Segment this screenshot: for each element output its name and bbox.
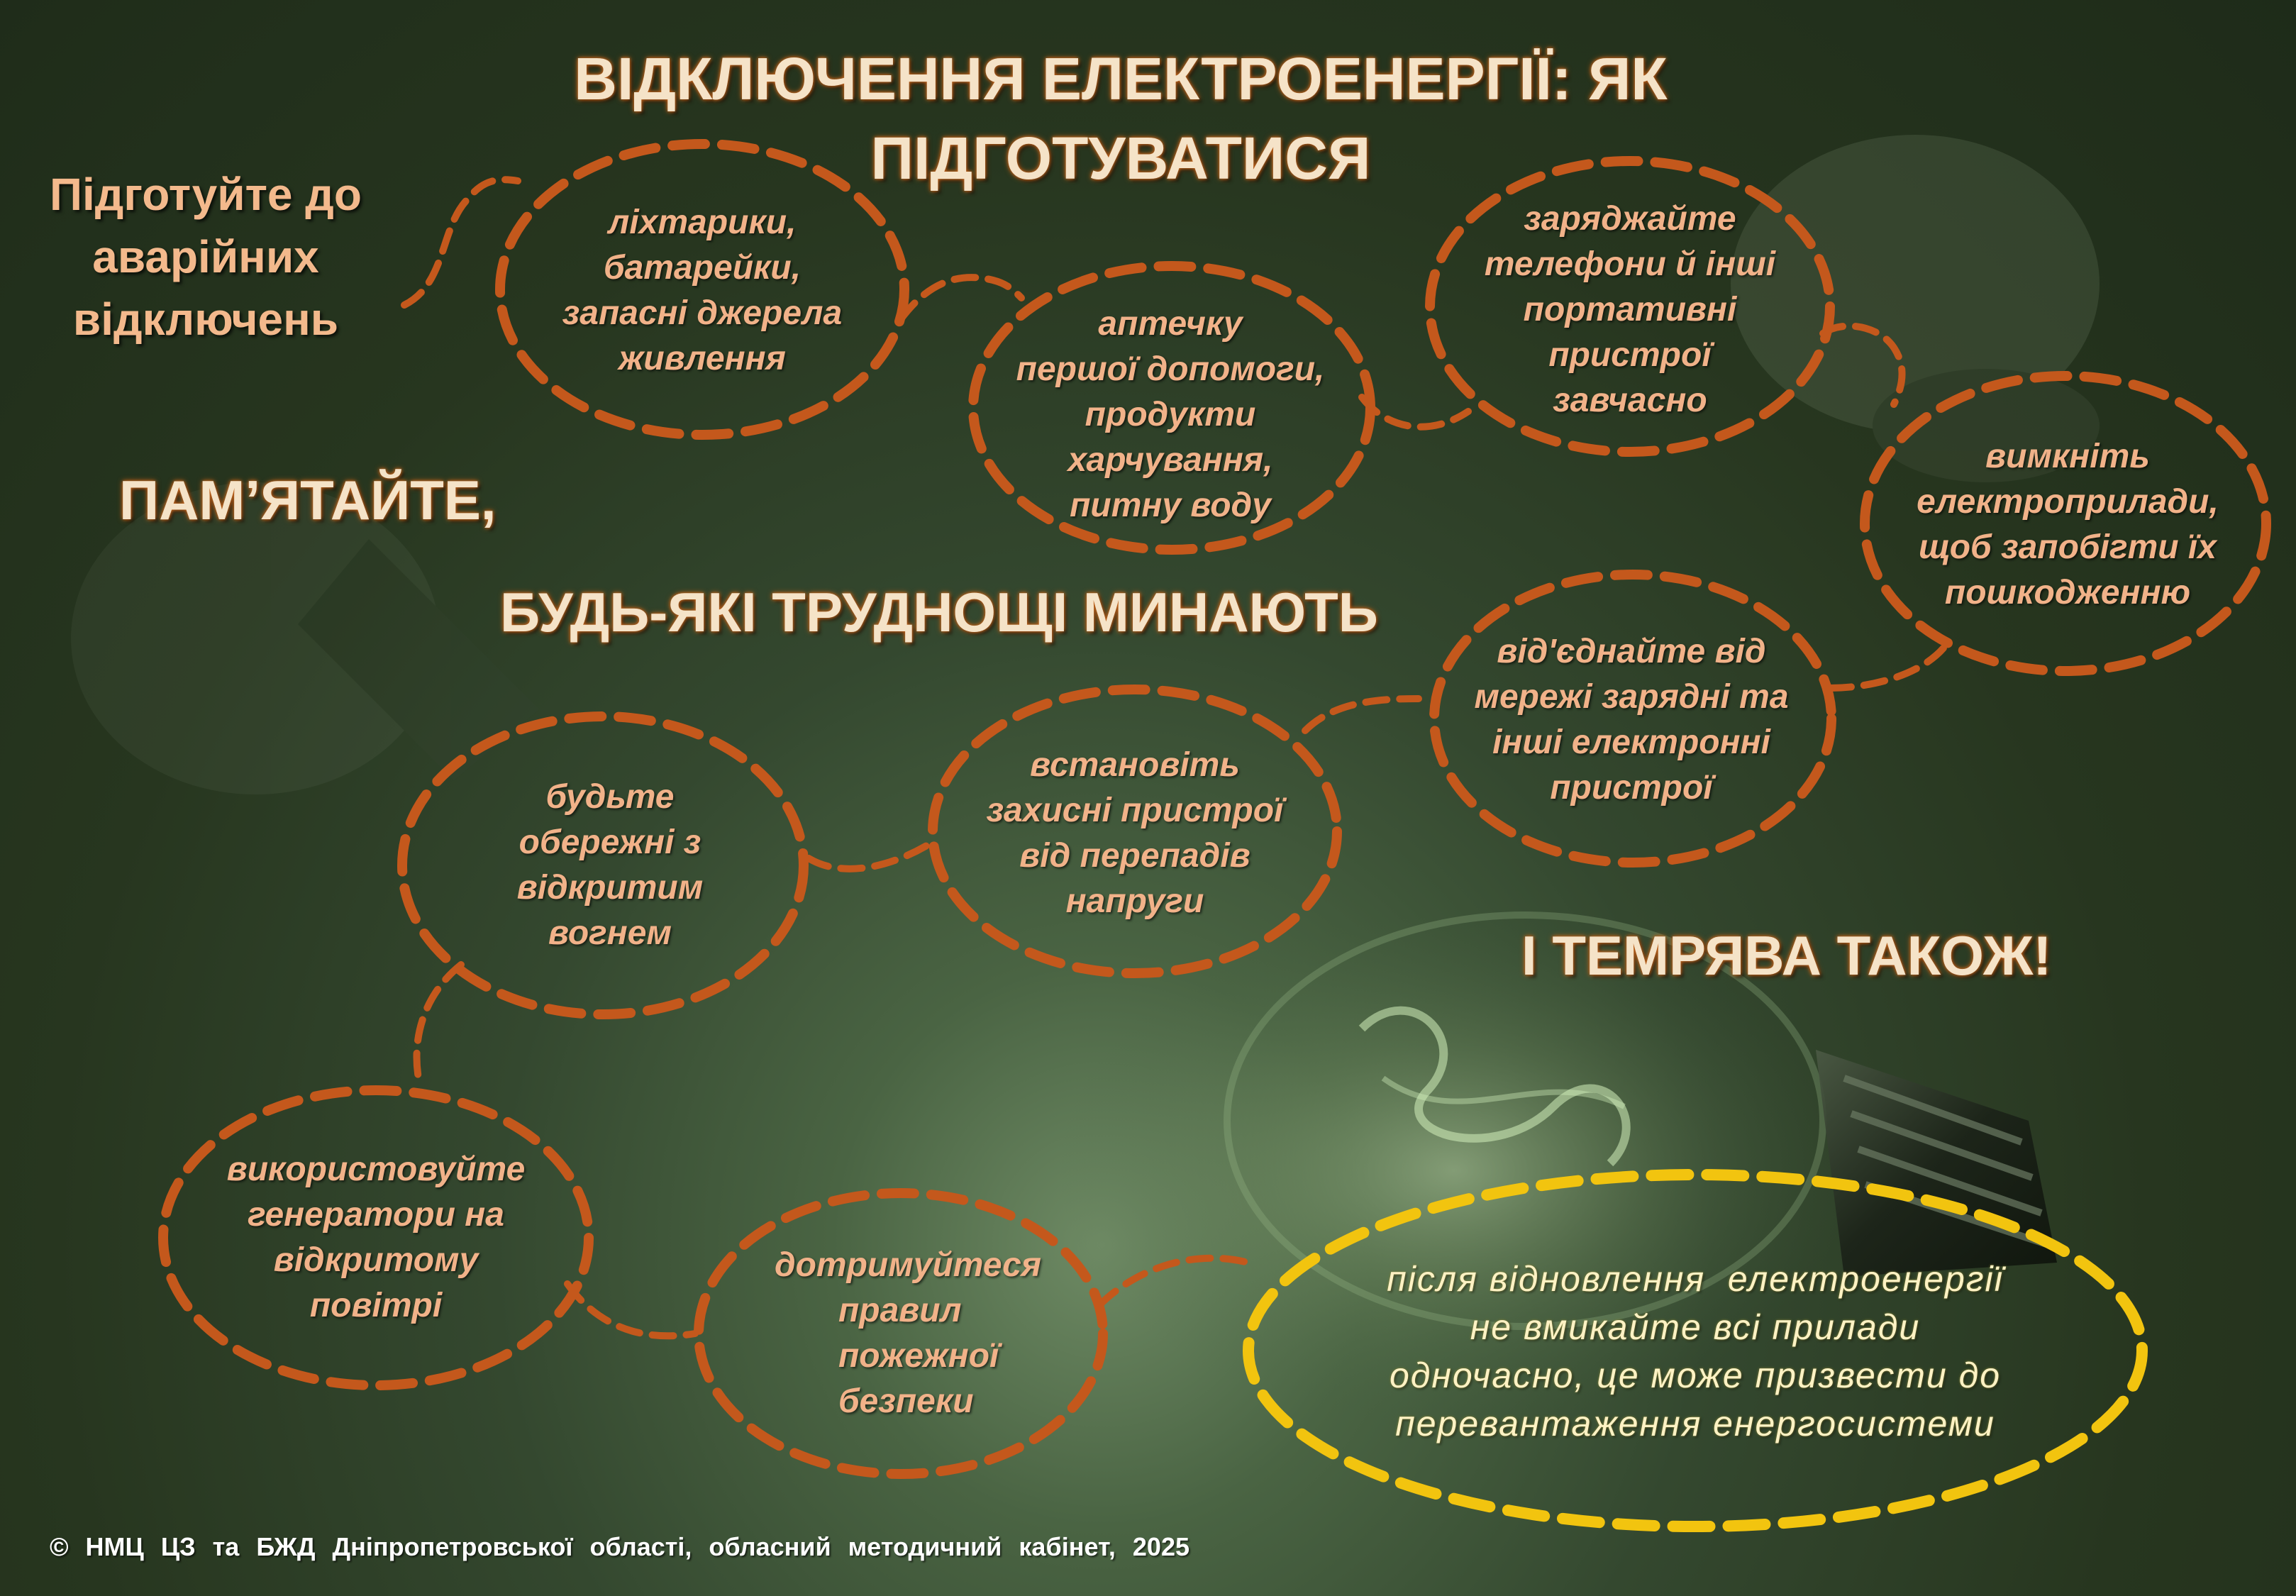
- copyright-footer: © НМЦ ЦЗ та БЖД Дніпропетровської області, обласний методичний кабінет, 2025: [50, 1532, 1189, 1561]
- bubble-line: харчування,: [1067, 441, 1273, 479]
- bubble-line: обережні з: [518, 824, 701, 861]
- bubble-line: повітрі: [309, 1287, 443, 1324]
- bubble-line: після відновлення електроенергії: [1387, 1259, 2004, 1299]
- bubble-line: батарейки,: [603, 249, 802, 287]
- bubble-line: запасні джерела: [562, 294, 843, 332]
- intro-line-1: Підготуйте до: [49, 169, 362, 220]
- page-title: ВІДКЛЮЧЕННЯ ЕЛЕКТРОЕНЕРГІЇ: ЯК ПІДГОТУВАТИСЯ: [574, 45, 1668, 192]
- bubble-line: живлення: [619, 340, 786, 377]
- bubble-fire-safety: [731, 1231, 1085, 1436]
- bubble-line: мережі зарядні та: [1474, 678, 1789, 716]
- bubble-line: питну воду: [1070, 487, 1271, 524]
- connector-generators-firesafety: [567, 1284, 695, 1336]
- bubble-generators: [184, 1135, 567, 1341]
- bubble-fire: [440, 763, 780, 968]
- bubble-line: заряджайте: [1524, 200, 1736, 238]
- bubble-line: вогнем: [548, 914, 672, 952]
- connector-fire-generators: [417, 965, 462, 1078]
- bubble-line: вимкніть: [1985, 438, 2150, 475]
- bubble-line: від'єднайте від: [1497, 633, 1766, 670]
- bubble-charge: [1453, 193, 1807, 427]
- bubble-flashlights: [528, 177, 876, 404]
- connector-surge-fire: [809, 844, 929, 869]
- bubble-line: електроприлади,: [1917, 483, 2219, 521]
- bubble-line: встановіть: [1030, 746, 1240, 784]
- bubble-line: пристрої: [1548, 336, 1712, 374]
- bubble-line: будьте: [545, 778, 675, 816]
- bubble-line: від перепадів: [1019, 837, 1250, 875]
- bubble-line: захисні пристрої: [986, 792, 1284, 829]
- bubble-line: одночасно, це може призвести до: [1389, 1356, 2002, 1395]
- bubble-line: завчасно: [1553, 382, 1707, 419]
- remember-heading: ПАМ’ЯТАЙТЕ,: [119, 469, 497, 531]
- bubble-line: портативні: [1523, 291, 1737, 328]
- bubble-line: ліхтарики,: [608, 204, 797, 241]
- bubble-line: не вмикайте всі прилади: [1470, 1307, 1921, 1347]
- bubble-line: відкритим: [516, 869, 704, 907]
- bubble-line: пожежної: [838, 1337, 999, 1375]
- difficulties-heading: БУДЬ-ЯКІ ТРУДНОЩІ МИНАЮТЬ: [500, 581, 1378, 643]
- intro-line-2: аварійних: [92, 231, 319, 282]
- bubble-line: першої допомоги,: [1016, 350, 1325, 388]
- bubble-line: продукти: [1085, 396, 1256, 433]
- bubble-line: використовуйте: [226, 1151, 526, 1188]
- bubble-line: аптечку: [1098, 305, 1243, 343]
- bubble-line: правил: [838, 1292, 962, 1329]
- connector-switchoff-disconnect: [1830, 638, 1951, 688]
- darkness-heading: І ТЕМРЯВА ТАКОЖ!: [1521, 924, 2052, 987]
- bubble-line: напруги: [1065, 882, 1204, 920]
- bubble-switch-off: [1887, 419, 2248, 631]
- intro-line-3: відключень: [72, 294, 339, 345]
- bubble-first-aid: [993, 298, 1348, 532]
- bubble-line: інші електронні: [1492, 724, 1770, 761]
- bubble-disconnect: [1447, 614, 1816, 826]
- bubble-line: пошкодженню: [1944, 574, 2191, 611]
- intro-text: [43, 163, 369, 350]
- bubble-line: дотримуйтеся: [774, 1246, 1042, 1284]
- bubble-line: генератори на: [248, 1196, 504, 1234]
- bubble-line: безпеки: [838, 1382, 974, 1420]
- bubble-line: відкритому: [273, 1241, 479, 1279]
- bubble-line: пристрої: [1550, 769, 1713, 807]
- connector-disconnect-surge: [1305, 699, 1419, 731]
- bubble-surge: [958, 731, 1312, 936]
- bubble-line: телефони й інші: [1484, 245, 1776, 283]
- bubble-line: перевантаження енергосистеми: [1395, 1404, 1995, 1443]
- bubble-line: щоб запобігти їх: [1919, 528, 2217, 566]
- bubble-after-restore: [1298, 1248, 2092, 1454]
